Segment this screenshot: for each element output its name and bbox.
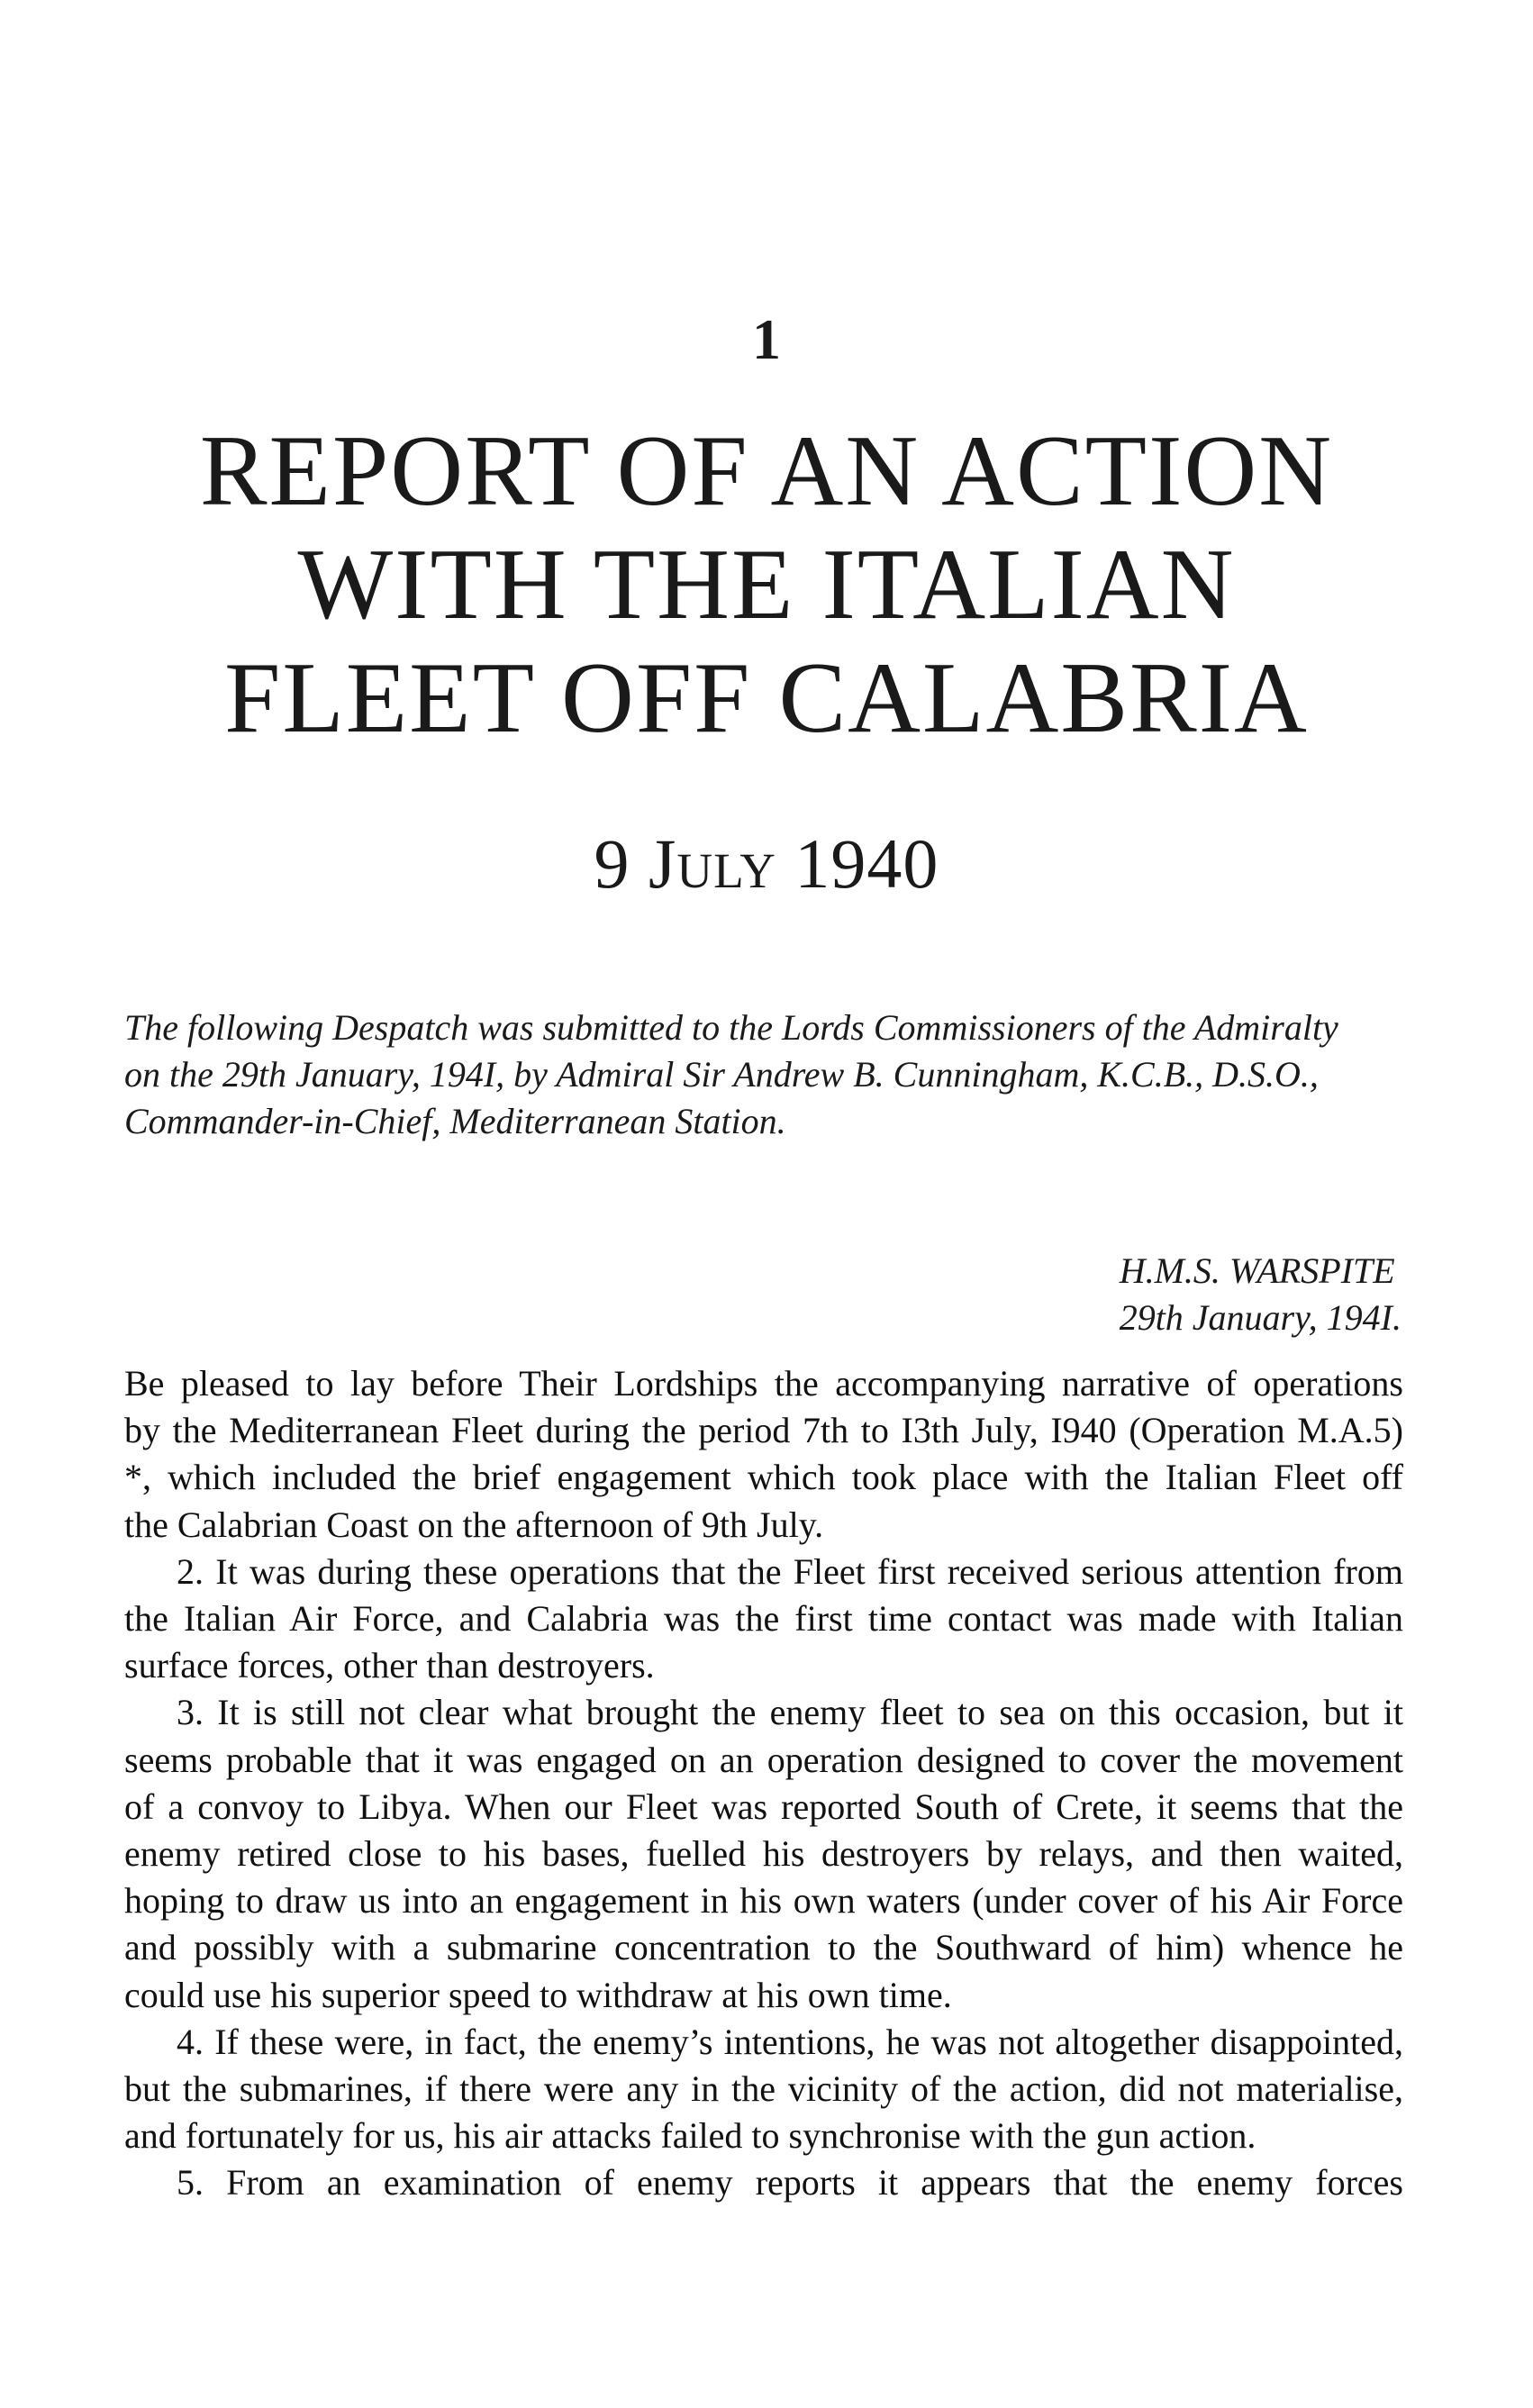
body-line: and possibly with a submarine concentration to the Southward of him) whence he	[124, 1927, 1403, 1968]
body-line: hoping to draw us into an engagement in his own waters (under cover of his Air Force	[124, 1880, 1403, 1922]
body-line: of a convoy to Libya. When our Fleet was reported South of Crete, it seems that the	[124, 1786, 1403, 1827]
body-line: seems probable that it was engaged on an operation designed to cover the movement	[124, 1739, 1403, 1780]
intro-paragraph	[124, 1004, 1403, 1145]
intro-line: The following Despatch was submitted to the Lords Commissioners of the Admiralty	[124, 1007, 1338, 1048]
body-line: 2. It was during these operations that the Fleet first received serious attention from	[177, 1550, 1403, 1592]
chapter-title-line: WITH THE ITALIAN	[297, 529, 1236, 641]
ship-name: H.M.S. WARSPITE	[1119, 1250, 1395, 1291]
chapter-date	[0, 824, 1533, 903]
body-line: could use his superior speed to withdraw at his own time.	[124, 1974, 952, 2015]
body-line: Be pleased to lay before Their Lordships the accompanying narrative of operations	[124, 1363, 1403, 1404]
body-line: and fortunately for us, his air attacks failed to synchronise with the gun action.	[124, 2115, 1256, 2157]
intro-line: Commander-in-Chief, Mediterranean Station.	[124, 1101, 786, 1141]
intro-line: on the 29th January, 194I, by Admiral Sir Andrew B. Cunningham, K.C.B., D.S.O.,	[124, 1054, 1319, 1095]
body-line: *, which included the brief engagement which took place with the Italian Fleet off	[124, 1457, 1403, 1498]
letter-date: 29th January, 194I.	[1119, 1297, 1401, 1338]
body-text	[124, 1360, 1403, 2207]
date-text: 9 July 1940	[594, 824, 939, 903]
chapter-title	[0, 414, 1533, 755]
chapter-title-line: FLEET OFF CALABRIA	[224, 642, 1309, 754]
chapter-title-line: REPORT OF AN ACTION	[199, 415, 1334, 527]
body-line: 5. From an examination of enemy reports it appears that the enemy forces	[177, 2162, 1403, 2204]
body-line: but the submarines, if there were any in the vicinity of the action, did not materialise,	[124, 2068, 1403, 2110]
body-line: by the Mediterranean Fleet during the period 7th to I3th July, I940 (Operation M.A.5)	[124, 1410, 1403, 1451]
body-line: surface forces, other than destroyers.	[124, 1645, 655, 1686]
chapter-number: 1	[752, 307, 781, 371]
body-line: 3. It is still not clear what brought the enemy fleet to sea on this occasion, but it	[177, 1692, 1403, 1733]
body-line: the Italian Air Force, and Calabria was the first time contact was made with Italian	[124, 1598, 1403, 1640]
body-line: the Calabrian Coast on the afternoon of 9th July.	[124, 1504, 824, 1545]
body-line: 4. If these were, in fact, the enemy’s intentions, he was not altogether disappointed,	[177, 2021, 1403, 2062]
body-line: enemy retired close to his bases, fuelled his destroyers by relays, and then waited,	[124, 1833, 1403, 1875]
letter-heading	[1120, 1248, 1401, 1341]
